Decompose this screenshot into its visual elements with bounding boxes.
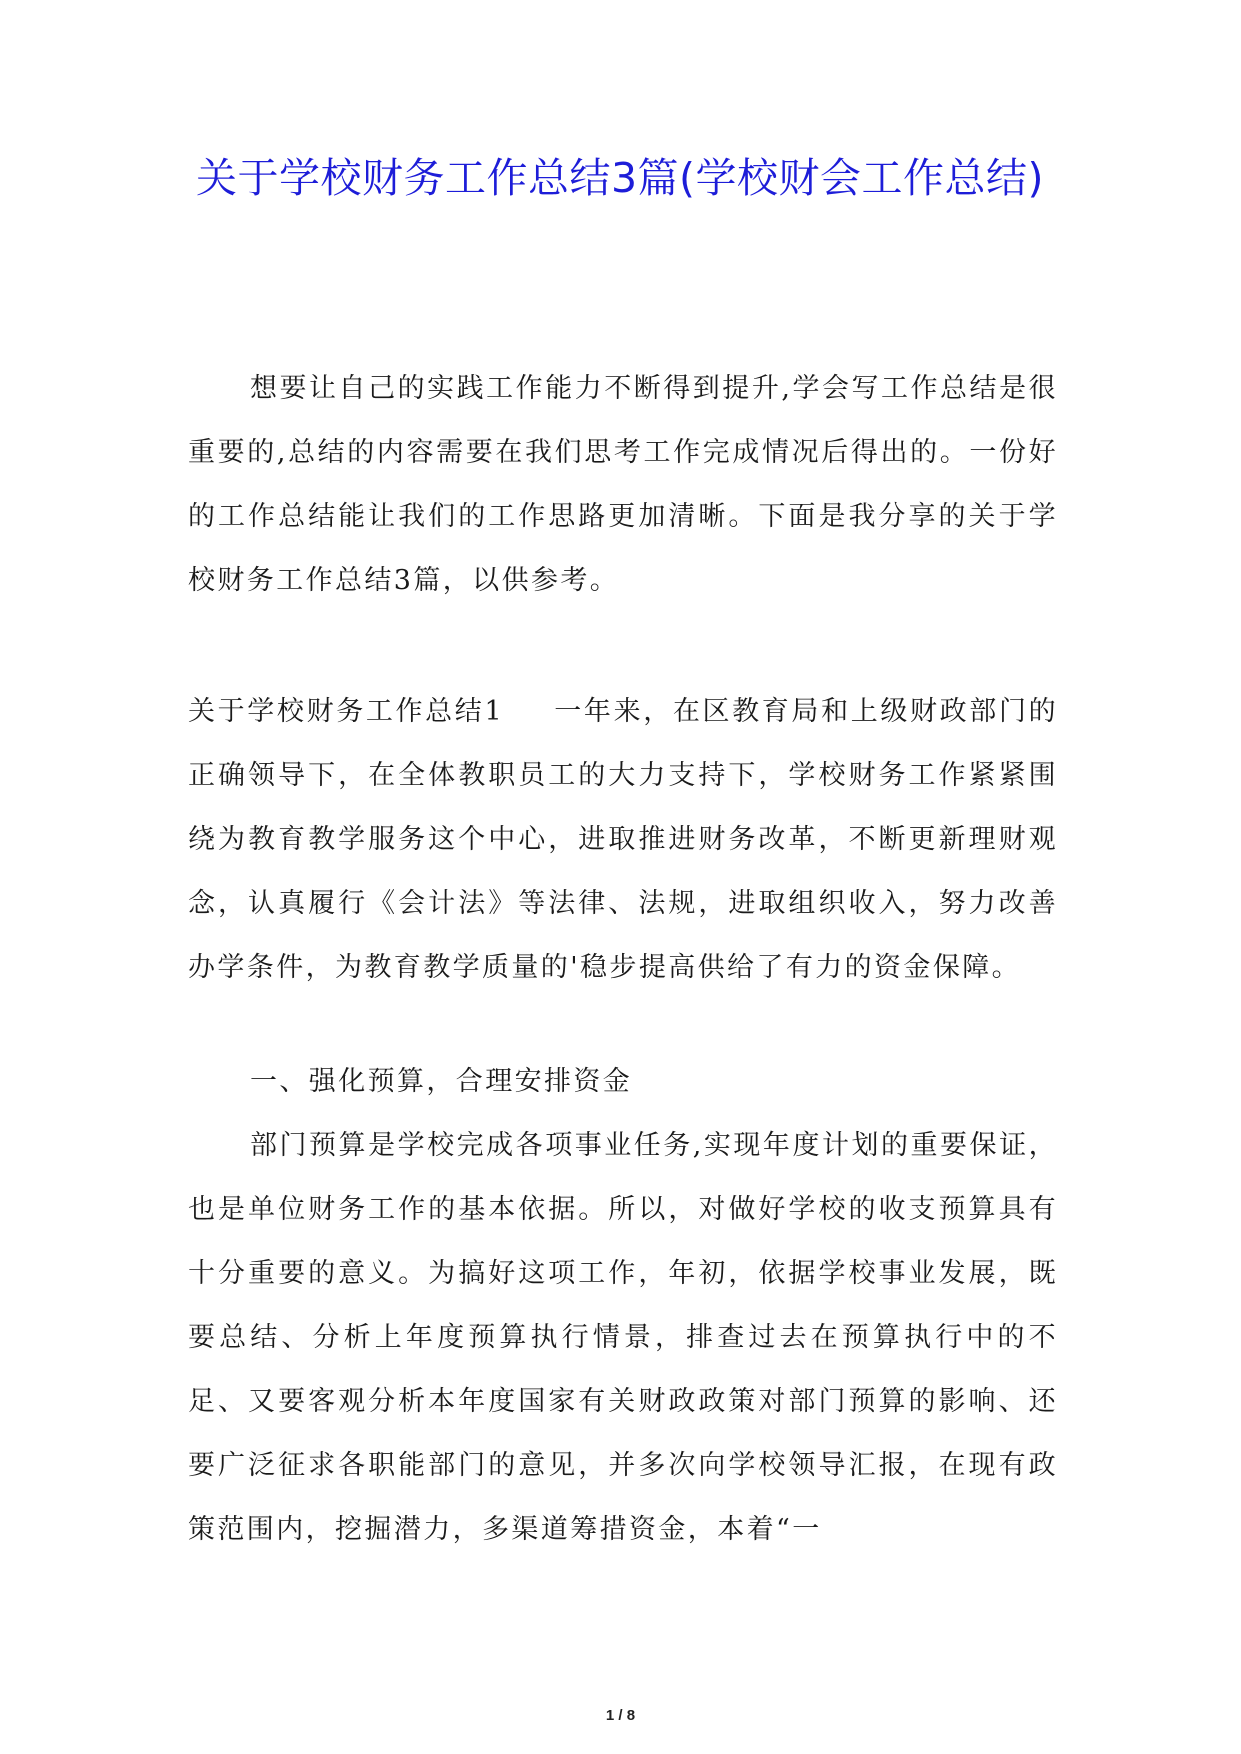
document-title: 关于学校财务工作总结3篇(学校财会工作总结) [195, 154, 1045, 202]
section-1-paragraph [188, 680, 1058, 1000]
section-1-label: 关于学校财务工作总结1 [188, 696, 505, 727]
body-paragraph: 部门预算是学校完成各项事业任务,实现年度计划的重要保证，也是单位财务工作的基本依据。所以，对做好学校的收支预算具有十分重要的意义。为搞好这项工作，年初，依据学校事业发展，既要总结、分析上年度预算执行情景，排查过去在预算执行中的不足、又要客观分析本年度国家有关财政政策对部门预算的影响、还要广泛征求各职能部门的意见，并多次向学校领导汇报，在现有政策范围内，挖掘潜力，多渠道筹措资金，本着“一 [188, 1130, 1058, 1545]
intro-paragraph: 想要让自己的实践工作能力不断得到提升,学会写工作总结是很重要的,总结的内容需要在我们思考工作完成情况后得出的。一份好的工作总结能让我们的工作思路更加清晰。下面是我分享的关于学校财务工作总结3篇，以供参考。 [188, 373, 1058, 596]
section-1-text: 一年来，在区教育局和上级财政部门的正确领导下，在全体教职员工的大力支持下，学校财务工作紧紧围绕为教育教学服务这个中心，进取推进财务改革，不断更新理财观念，认真履行《会计法》等法律、法规，进取组织收入，努力改善办学条件，为教育教学质量的'稳步提高供给了有力的资金保障。 [188, 696, 1058, 983]
page-number: 1 / 8 [605, 1707, 636, 1724]
section-heading: 一、强化预算，合理安排资金 [250, 1066, 633, 1097]
